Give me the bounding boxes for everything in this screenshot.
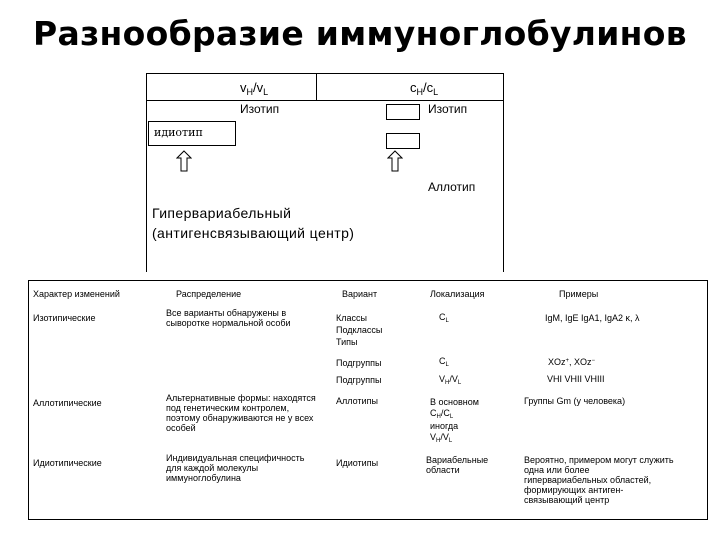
row-allotypic-examples: Группы Gm (у человека) (524, 396, 626, 406)
header-examples: Примеры (559, 289, 599, 299)
header-variant: Вариант (342, 289, 378, 299)
variable-region-header: $v_H/v_L$ (240, 80, 269, 97)
row-allotypic-localization: В основном $C_H/C_L$ иногда $V_H/V_L$ (430, 397, 479, 444)
idiotype-box (148, 121, 236, 146)
header-localization: Локализация (430, 289, 485, 299)
row-isotypic-localization-2: $C_L$ (439, 356, 449, 368)
row-allotypic-character: Аллотипические (33, 398, 102, 408)
diagram-divider-vertical (316, 73, 317, 100)
row-idiotypic-variant: Идиотипы (336, 458, 379, 468)
idiotype-label: идиотип (154, 126, 203, 139)
page-title: Разнообразие иммуноглобулинов (33, 14, 687, 53)
row-isotypic-examples-2: XOz+, XOz− (548, 357, 596, 367)
row-isotypic-character: Изотипические (33, 313, 96, 323)
constant-isotype-label: Изотип (428, 102, 468, 116)
variable-isotype-label: Изотип (240, 102, 280, 116)
header-character: Характер изменений (33, 289, 120, 299)
row-isotypic-variant-1: Классы Подклассы Типы (336, 313, 383, 347)
row-idiotypic-localization: Вариабельные области (426, 455, 489, 475)
allotype-label: Аллотип (428, 180, 476, 194)
row-isotypic-variant-2: Подгруппы (336, 358, 382, 368)
allotype-marker-box (386, 133, 420, 149)
row-isotypic-localization-1: $C_L$ (439, 312, 449, 324)
row-isotypic-variant-3: Подгруппы (336, 375, 382, 385)
row-isotypic-examples-3: VHI VHII VHIII (547, 374, 605, 384)
hypervariable-label: Гипервариабельный (антигенсвязывающий центр) (152, 205, 355, 241)
row-idiotypic-distribution: Индивидуальная специфичность для каждой молекулы иммуноглобулина (166, 453, 305, 483)
row-isotypic-localization-3: $V_H/V_L$ (439, 374, 462, 386)
row-idiotypic-character: Идиотипические (33, 458, 102, 468)
diagram-divider-horizontal (146, 100, 503, 101)
up-arrow-icon (176, 150, 192, 172)
header-distribution: Распределение (176, 289, 242, 299)
row-allotypic-variant: Аллотипы (336, 396, 378, 406)
row-idiotypic-examples: Вероятно, примером могут служить одна или более гипервариабельных областей, формирующих антиген-связывающий центр (524, 455, 674, 505)
row-isotypic-distribution: Все варианты обнаружены в сыворотке нормальной особи (166, 308, 291, 328)
constant-region-header: $c_H/c_L$ (410, 80, 439, 97)
row-isotypic-examples-1: IgM, IgE IgA1, IgA2 κ, λ (545, 313, 640, 323)
up-arrow-icon (387, 150, 403, 172)
row-allotypic-distribution: Альтернативные формы: находятся под генетическим контролем, поэтому обнаруживаются не у всех особей (166, 393, 316, 433)
isotype-marker-box (386, 104, 420, 120)
